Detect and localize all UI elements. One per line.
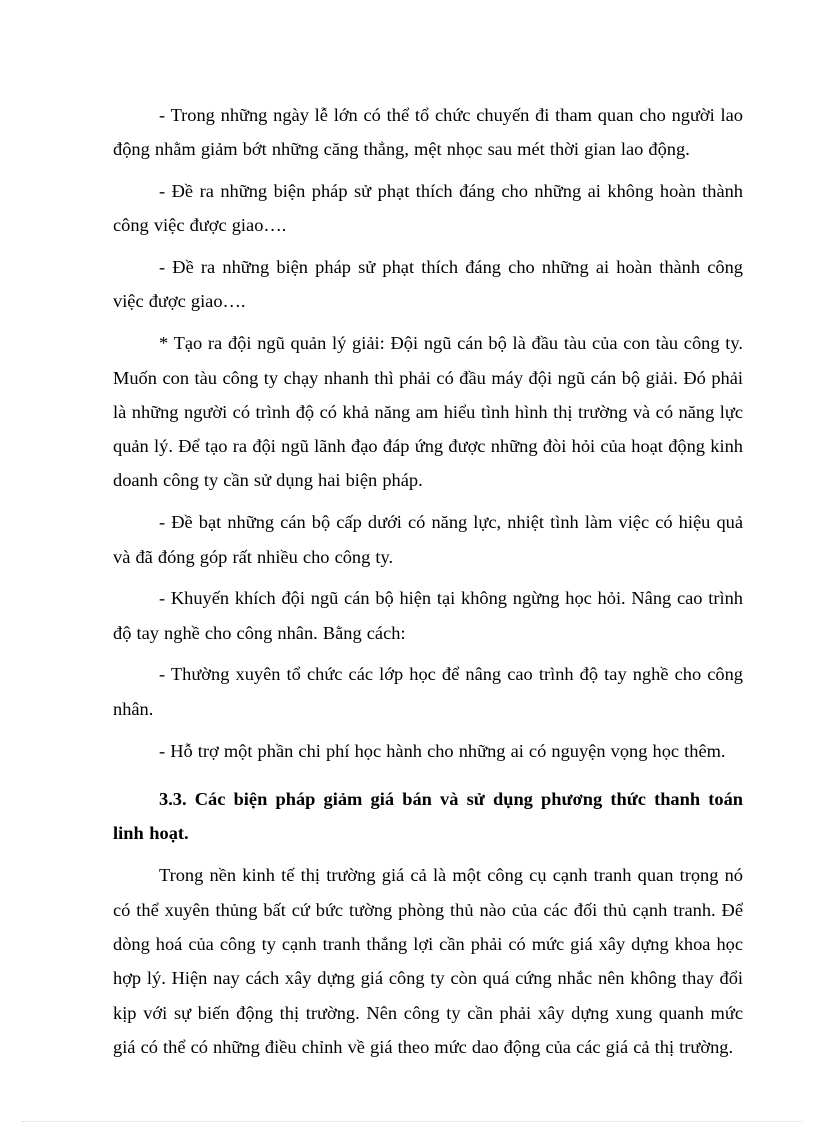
paragraph-regular-classes: - Thường xuyên tổ chức các lớp học để nâng cao trình độ tay nghề cho công nhân. bbox=[113, 664, 743, 719]
paragraph-holiday-trips: - Trong những ngày lễ lớn có thể tổ chức chuyến đi tham quan cho người lao động nhằm giảm bớt những căng thẳng, mệt nhọc sau mét thời gian lao động. bbox=[113, 105, 743, 160]
paragraph-penalty-complete: - Đề ra những biện pháp sử phạt thích đáng cho những ai hoàn thành công việc được giao…. bbox=[113, 257, 743, 312]
section-heading: 3.3. Các biện pháp giảm giá bán và sử dụng phương thức thanh toán linh hoạt. bbox=[113, 788, 743, 844]
paragraph-management-team: * Tạo ra đội ngũ quản lý giải: Đội ngũ cán bộ là đầu tàu của con tàu công ty. Muốn con tàu công ty chạy nhanh thì phải có đầu máy đội ngũ cán bộ giải. Đó phải là những người có trình độ có khả năng am hiểu tình hình thị trường và có năng lực quản lý. Để tạo ra đội ngũ lãnh đạo đáp ứng được những đòi hỏi của hoạt động kinh doanh công ty cần sử dụng hai biện pháp. bbox=[113, 333, 743, 491]
paragraph-study-support: - Hỗ trợ một phần chi phí học hành cho những ai có nguyện vọng học thêm. bbox=[159, 740, 726, 761]
page-bottom-divider bbox=[22, 1121, 802, 1122]
paragraph-pricing: Trong nền kinh tế thị trường giá cả là một công cụ cạnh tranh quan trọng nó có thể xuyên thủng bất cứ bức tường phòng thủ nào của các đối thủ cạnh tranh. Để dòng hoá của công ty cạnh tranh thắng lợi cần phải có mức giá xây dựng khoa học hợp lý. Hiện nay cách xây dựng giá công ty còn quá cứng nhắc nên không thay đổi kịp với sự biến động thị trường. Nên công ty cần phải xây dựng xung quanh mức giá có thể có những điều chỉnh về giá theo mức dao động của các giá cả thị trường. bbox=[113, 865, 743, 1057]
paragraph-encourage-learning: - Khuyến khích đội ngũ cán bộ hiện tại không ngừng học hỏi. Nâng cao trình độ tay nghề cho công nhân. Bằng cách: bbox=[113, 588, 743, 643]
paragraph-promote-staff: - Đề bạt những cán bộ cấp dưới có năng lực, nhiệt tình làm việc có hiệu quả và đã đóng góp rất nhiều cho công ty. bbox=[113, 512, 743, 567]
document-body bbox=[113, 98, 743, 1072]
paragraph-penalty-incomplete: - Đề ra những biện pháp sử phạt thích đáng cho những ai không hoàn thành công việc được giao…. bbox=[113, 181, 743, 236]
